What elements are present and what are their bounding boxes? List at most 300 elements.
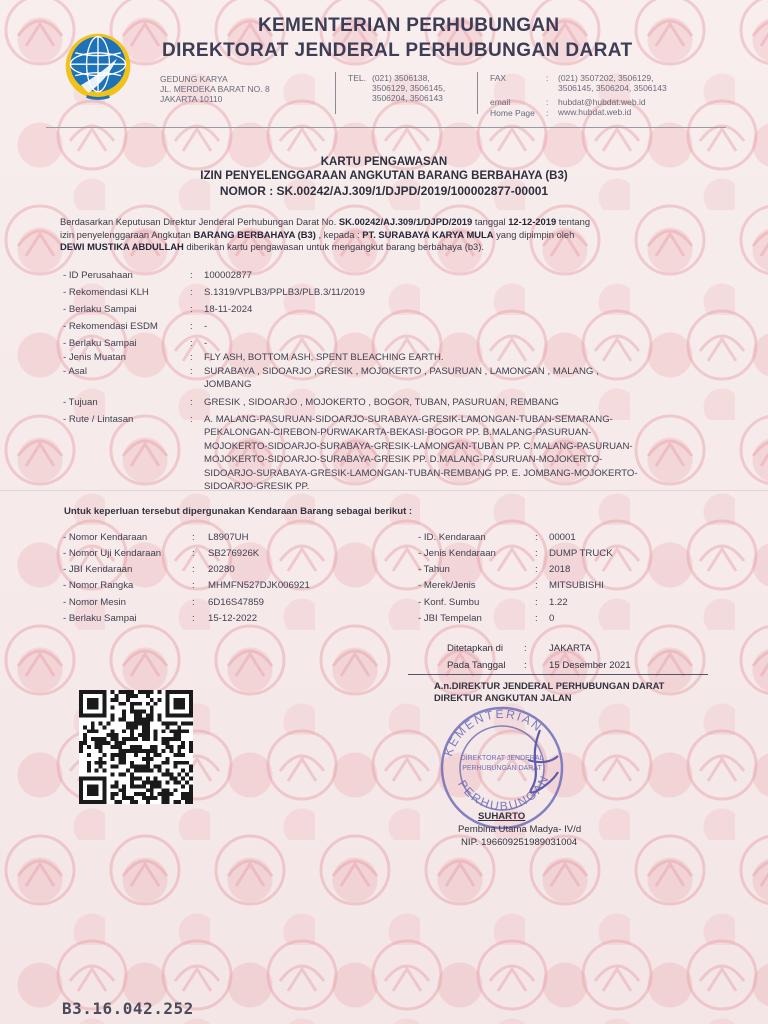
vehicle-field-value: 2018 — [549, 564, 571, 575]
address-block — [160, 74, 270, 104]
qr-module — [138, 784, 142, 788]
qr-module — [130, 776, 134, 780]
qr-module — [189, 721, 193, 725]
qr-module — [134, 718, 138, 722]
qr-module — [79, 745, 83, 749]
contact-labels — [490, 73, 535, 119]
qr-module — [185, 721, 189, 725]
qr-module — [189, 796, 193, 800]
qr-module — [181, 741, 185, 745]
qr-module — [150, 769, 154, 773]
qr-module — [134, 753, 138, 757]
qr-module — [177, 761, 181, 765]
colon: : — [535, 613, 538, 624]
qr-module — [150, 714, 154, 718]
qr-module — [150, 796, 154, 800]
qr-module — [173, 729, 177, 733]
vehicle-field-label: - Nomor Kendaraan — [63, 532, 148, 543]
watermark-motif — [636, 0, 704, 64]
qr-module — [87, 769, 91, 773]
qr-module — [114, 741, 118, 745]
qr-module — [165, 710, 169, 714]
qr-module — [138, 733, 142, 737]
qr-module — [189, 769, 193, 773]
qr-module — [87, 765, 91, 769]
watermark-motif — [123, 651, 167, 676]
qr-module — [95, 761, 99, 765]
colon: : — [546, 108, 549, 118]
signature-rule — [408, 674, 708, 675]
qr-module — [99, 721, 103, 725]
qr-module — [103, 737, 107, 741]
detail-value: JOMBANG — [204, 379, 252, 391]
detail-value: 18-11-2024 — [204, 304, 253, 315]
qr-module — [181, 796, 185, 800]
qr-module — [87, 729, 91, 733]
watermark-motif — [321, 626, 389, 694]
qr-module — [87, 745, 91, 749]
watermark-motif — [6, 836, 74, 904]
detail-value: SIDOARJO-GRESIK PP. — [204, 481, 310, 492]
qr-module — [83, 776, 87, 780]
watermark-motif — [753, 231, 768, 256]
qr-module — [177, 702, 181, 706]
stamp-text-top: KEMENTERIAN — [441, 706, 546, 759]
vehicle-field-label: - JBI Kendaraan — [63, 564, 133, 575]
qr-module — [162, 792, 166, 796]
colon: : — [192, 532, 195, 543]
ministry-logo — [60, 30, 136, 106]
qr-module — [146, 729, 150, 733]
qr-module — [158, 753, 162, 757]
signatory-title: DIREKTUR ANGKUTAN JALAN — [434, 692, 572, 703]
colon: : — [190, 352, 193, 363]
qr-module — [185, 796, 189, 800]
permit-number: NOMOR : SK.00242/AJ.309/1/DJPD/2019/100002877-00001 — [219, 184, 549, 198]
qr-module — [118, 745, 122, 749]
svg-text:PERHUBUNGAN — [455, 772, 552, 813]
qr-module — [103, 694, 107, 698]
qr-module — [126, 690, 130, 694]
qr-module — [173, 714, 177, 718]
fax-value: 3506145, 3506204, 3506143 — [558, 83, 667, 93]
watermark-motif — [648, 441, 692, 466]
qr-module — [103, 741, 107, 745]
qr-module — [103, 769, 107, 773]
qr-module — [138, 765, 142, 769]
qr-module — [134, 749, 138, 753]
colon: : — [535, 564, 538, 575]
qr-module — [91, 725, 95, 729]
qr-module — [158, 718, 162, 722]
qr-module — [122, 690, 126, 694]
qr-module — [110, 729, 114, 733]
qr-module — [177, 800, 181, 804]
qr-module — [146, 721, 150, 725]
qr-module — [177, 753, 181, 757]
qr-module — [118, 773, 122, 777]
watermark-motif — [700, 966, 744, 991]
qr-module — [122, 788, 126, 792]
qr-module — [165, 721, 169, 725]
detail-value: S.1319/VPLB3/PPLB3/PLB.3/11/2019 — [204, 287, 365, 298]
signatory-authority: A.n.DIREKTUR JENDERAL PERHUBUNGAN DARAT — [434, 680, 665, 691]
qr-module — [79, 714, 83, 718]
vehicle-field-value: DUMP TRUCK — [549, 548, 613, 559]
colon: : — [535, 532, 538, 543]
qr-module — [87, 788, 91, 792]
qr-module — [99, 737, 103, 741]
qr-module — [107, 721, 111, 725]
qr-module — [83, 737, 87, 741]
qr-module — [150, 690, 154, 694]
qr-module — [114, 780, 118, 784]
qr-module — [142, 765, 146, 769]
qr-module — [134, 721, 138, 725]
vehicle-field-value: SB276926K — [208, 548, 260, 559]
qr-module — [107, 733, 111, 737]
qr-module — [130, 690, 134, 694]
qr-module — [150, 745, 154, 749]
watermark-motif — [70, 966, 114, 991]
qr-module — [189, 690, 193, 694]
vehicle-field-label: - JBI Tempelan — [418, 613, 482, 624]
qr-module — [173, 721, 177, 725]
detail-value: MOJOKERTO-SIDOARJO-SURABAYA-GRESIK PP. D.MALANG-PASURUAN-MOJOKERTO- — [204, 454, 603, 466]
qr-module — [177, 706, 181, 710]
qr-module — [114, 765, 118, 769]
decree-paragraph — [60, 216, 720, 254]
qr-module — [162, 796, 166, 800]
vehicle-field-label: - Tahun — [418, 564, 450, 575]
watermark-motif — [373, 941, 441, 1009]
tel-value: (021) 3506138, — [372, 73, 430, 83]
qr-module — [177, 780, 181, 784]
qr-module — [169, 729, 173, 733]
colon: : — [192, 597, 195, 608]
colon: : — [192, 613, 195, 624]
watermark-motif — [228, 861, 272, 886]
qr-module — [122, 753, 126, 757]
qr-module — [189, 792, 193, 796]
paragraph-text: tentang — [556, 216, 591, 227]
watermark-motif — [490, 336, 534, 361]
qr-module — [150, 718, 154, 722]
qr-module — [150, 710, 154, 714]
qr-module — [134, 702, 138, 706]
qr-module — [134, 784, 138, 788]
watermark-motif — [175, 126, 219, 151]
colon: : — [524, 643, 527, 654]
qr-module — [189, 702, 193, 706]
qr-module — [138, 714, 142, 718]
vehicle-field-label: - Nomor Rangka — [63, 580, 134, 591]
qr-module — [83, 690, 87, 694]
detail-value: SURABAYA , SIDOARJO ,GRESIK , MOJOKERTO , PASURUAN , LAMONGAN , MALANG , — [204, 366, 599, 377]
vehicle-field-value: 20280 — [208, 564, 235, 575]
qr-module — [118, 753, 122, 757]
qr-module — [165, 761, 169, 765]
qr-module — [126, 725, 130, 729]
watermark-motif — [280, 546, 324, 571]
signatory-rank: Pembina Utama Madya- IV/d — [458, 824, 582, 835]
qr-module — [87, 761, 91, 765]
qr-module — [158, 714, 162, 718]
qr-module — [87, 800, 91, 804]
watermark-motif — [688, 521, 756, 589]
qr-module — [122, 757, 126, 761]
qr-module — [181, 745, 185, 749]
watermark-motif — [636, 836, 704, 904]
qr-module — [103, 706, 107, 710]
qr-module — [142, 784, 146, 788]
ministry-name: KEMENTERIAN PERHUBUNGAN — [258, 15, 560, 36]
qr-module — [158, 769, 162, 773]
vehicle-intro: Untuk keperluan tersebut dipergunakan Kendaraan Barang sebagai berikut : — [64, 506, 413, 517]
qr-module — [177, 737, 181, 741]
qr-module — [95, 729, 99, 733]
qr-module — [91, 706, 95, 710]
stamp-center-line: DIREKTORAT JENDERAL — [460, 755, 544, 762]
qr-module — [138, 776, 142, 780]
qr-module — [118, 788, 122, 792]
qr-module — [122, 749, 126, 753]
qr-module — [95, 792, 99, 796]
qr-module — [79, 706, 83, 710]
qr-module — [134, 800, 138, 804]
watermark-motif — [688, 941, 756, 1009]
qr-module — [173, 780, 177, 784]
detail-value: - — [204, 338, 208, 349]
watermark-motif — [228, 651, 272, 676]
watermark-motif — [373, 731, 441, 799]
qr-module — [177, 729, 181, 733]
vehicle-field-label: - Nomor Mesin — [63, 597, 126, 608]
qr-module — [181, 690, 185, 694]
qr-module — [150, 706, 154, 710]
detail-value: SIDOARJO-SURABAYA-GRESIK-LAMONGAN-TUBAN-REMBANG PP. E. JOMBANG-MOJOKERTO- — [204, 467, 638, 479]
qr-module — [79, 800, 83, 804]
qr-module — [87, 706, 91, 710]
qr-module — [114, 784, 118, 788]
qr-module — [165, 745, 169, 749]
qr-module — [154, 733, 158, 737]
paragraph-text: izin penyelenggaraan Angkutan — [60, 228, 194, 240]
qr-module — [138, 718, 142, 722]
qr-module — [142, 729, 146, 733]
qr-module — [138, 690, 142, 694]
watermark-motif — [753, 21, 768, 46]
qr-module — [110, 773, 114, 777]
qr-module — [99, 745, 103, 749]
qr-module — [130, 780, 134, 784]
qr-module — [103, 800, 107, 804]
watermark-motif — [333, 651, 377, 676]
qr-module — [154, 765, 158, 769]
qr-module — [146, 757, 150, 761]
watermark-motif — [490, 126, 534, 151]
qr-module — [122, 729, 126, 733]
watermark-motif — [321, 836, 389, 904]
qr-module — [118, 757, 122, 761]
vehicle-field-value: 00001 — [549, 532, 576, 543]
qr-module — [162, 737, 166, 741]
qr-module — [122, 710, 126, 714]
qr-module — [169, 792, 173, 796]
qr-module — [165, 698, 169, 702]
qr-module — [79, 788, 83, 792]
colon: : — [190, 338, 193, 349]
watermark-motif — [648, 861, 692, 886]
qr-module — [162, 721, 166, 725]
watermark-motif — [123, 441, 167, 466]
watermark-motif — [18, 21, 62, 46]
qr-module — [173, 733, 177, 737]
qr-module — [181, 706, 185, 710]
vehicle-field-value: 6D16S47859 — [208, 597, 265, 608]
qr-module — [130, 710, 134, 714]
qr-module — [173, 698, 177, 702]
tel-values — [372, 73, 445, 103]
qr-module — [185, 729, 189, 733]
qr-module — [126, 694, 130, 698]
qr-module — [189, 788, 193, 792]
qr-module — [122, 784, 126, 788]
qr-module — [162, 800, 166, 804]
watermark-motif — [648, 21, 692, 46]
colon: : — [524, 660, 527, 671]
qr-module — [158, 690, 162, 694]
colon: : — [190, 287, 193, 298]
qr-module — [146, 796, 150, 800]
detail-value: PEKALONGAN-CIREBON-PURWAKARTA-BEKASI-BOGOR PP. B.MALANG-PASURUAN- — [204, 427, 592, 439]
qr-module — [189, 741, 193, 745]
qr-module — [130, 733, 134, 737]
vehicle-field-label: - Jenis Kendaraan — [418, 548, 496, 559]
qr-module — [95, 788, 99, 792]
qr-module — [165, 780, 169, 784]
qr-module — [114, 753, 118, 757]
qr-module — [165, 800, 169, 804]
watermark-motif — [111, 626, 179, 694]
qr-module — [110, 792, 114, 796]
qr-module — [122, 792, 126, 796]
qr-module — [95, 745, 99, 749]
issued-date: 15 Desember 2021 — [549, 660, 631, 671]
detail-label: - Rekomendasi KLH — [63, 287, 149, 298]
detail-label: - Jenis Muatan — [63, 352, 126, 363]
qr-module — [165, 706, 169, 710]
qr-module — [79, 776, 83, 780]
colon: : — [192, 564, 195, 575]
qr-module — [103, 780, 107, 784]
header-divider — [477, 72, 478, 114]
qr-module — [91, 714, 95, 718]
qr-module — [91, 690, 95, 694]
qr-module — [103, 792, 107, 796]
qr-module — [110, 745, 114, 749]
watermark-motif — [6, 626, 74, 694]
qr-module — [150, 792, 154, 796]
qr-module — [189, 698, 193, 702]
watermark-motif — [753, 861, 768, 886]
qr-module — [185, 792, 189, 796]
qr-module — [158, 784, 162, 788]
qr-module — [146, 761, 150, 765]
watermark-motif — [753, 651, 768, 676]
qr-module — [130, 694, 134, 698]
qr-module — [91, 737, 95, 741]
qr-module — [126, 749, 130, 753]
qr-module — [87, 690, 91, 694]
colon: : — [190, 270, 193, 281]
qr-module — [95, 741, 99, 745]
qr-module — [79, 698, 83, 702]
qr-module — [103, 788, 107, 792]
qr-module — [173, 702, 177, 706]
qr-module — [95, 769, 99, 773]
address-line: JAKARTA 10110 — [160, 94, 223, 104]
qr-module — [110, 737, 114, 741]
qr-module — [87, 776, 91, 780]
issued-date-label: Pada Tanggal — [447, 660, 506, 671]
qr-module — [189, 714, 193, 718]
qr-module — [169, 721, 173, 725]
qr-module — [146, 702, 150, 706]
qr-module — [130, 729, 134, 733]
qr-module — [134, 745, 138, 749]
watermark-motif — [741, 626, 768, 694]
watermark-motif — [123, 861, 167, 886]
qr-module — [142, 733, 146, 737]
qr-module — [114, 698, 118, 702]
qr-module — [142, 757, 146, 761]
qr-module — [130, 706, 134, 710]
qr-module — [83, 741, 87, 745]
signatory-name: SUHARTO — [478, 811, 526, 822]
colon: : — [192, 548, 195, 559]
qr-module — [138, 745, 142, 749]
qr-module — [138, 749, 142, 753]
watermark-motif — [280, 756, 324, 781]
qr-module — [130, 784, 134, 788]
qr-module — [154, 749, 158, 753]
qr-module — [103, 761, 107, 765]
qr-module — [103, 698, 107, 702]
qr-module — [181, 753, 185, 757]
qr-module — [126, 721, 130, 725]
qr-module — [146, 776, 150, 780]
qr-module — [79, 780, 83, 784]
qr-module — [165, 773, 169, 777]
paper-fold-line — [0, 490, 768, 491]
qr-module — [173, 765, 177, 769]
qr-module — [154, 796, 158, 800]
qr-module — [130, 721, 134, 725]
qr-module — [181, 721, 185, 725]
qr-module — [185, 780, 189, 784]
detail-label: - Asal — [63, 366, 87, 377]
colon: : — [535, 548, 538, 559]
qr-module — [95, 702, 99, 706]
qr-module — [134, 694, 138, 698]
card-title: KARTU PENGAWASAN — [320, 156, 448, 168]
qr-module — [165, 788, 169, 792]
qr-module — [146, 694, 150, 698]
qr-module — [118, 702, 122, 706]
qr-module — [177, 733, 181, 737]
qr-module — [146, 737, 150, 741]
